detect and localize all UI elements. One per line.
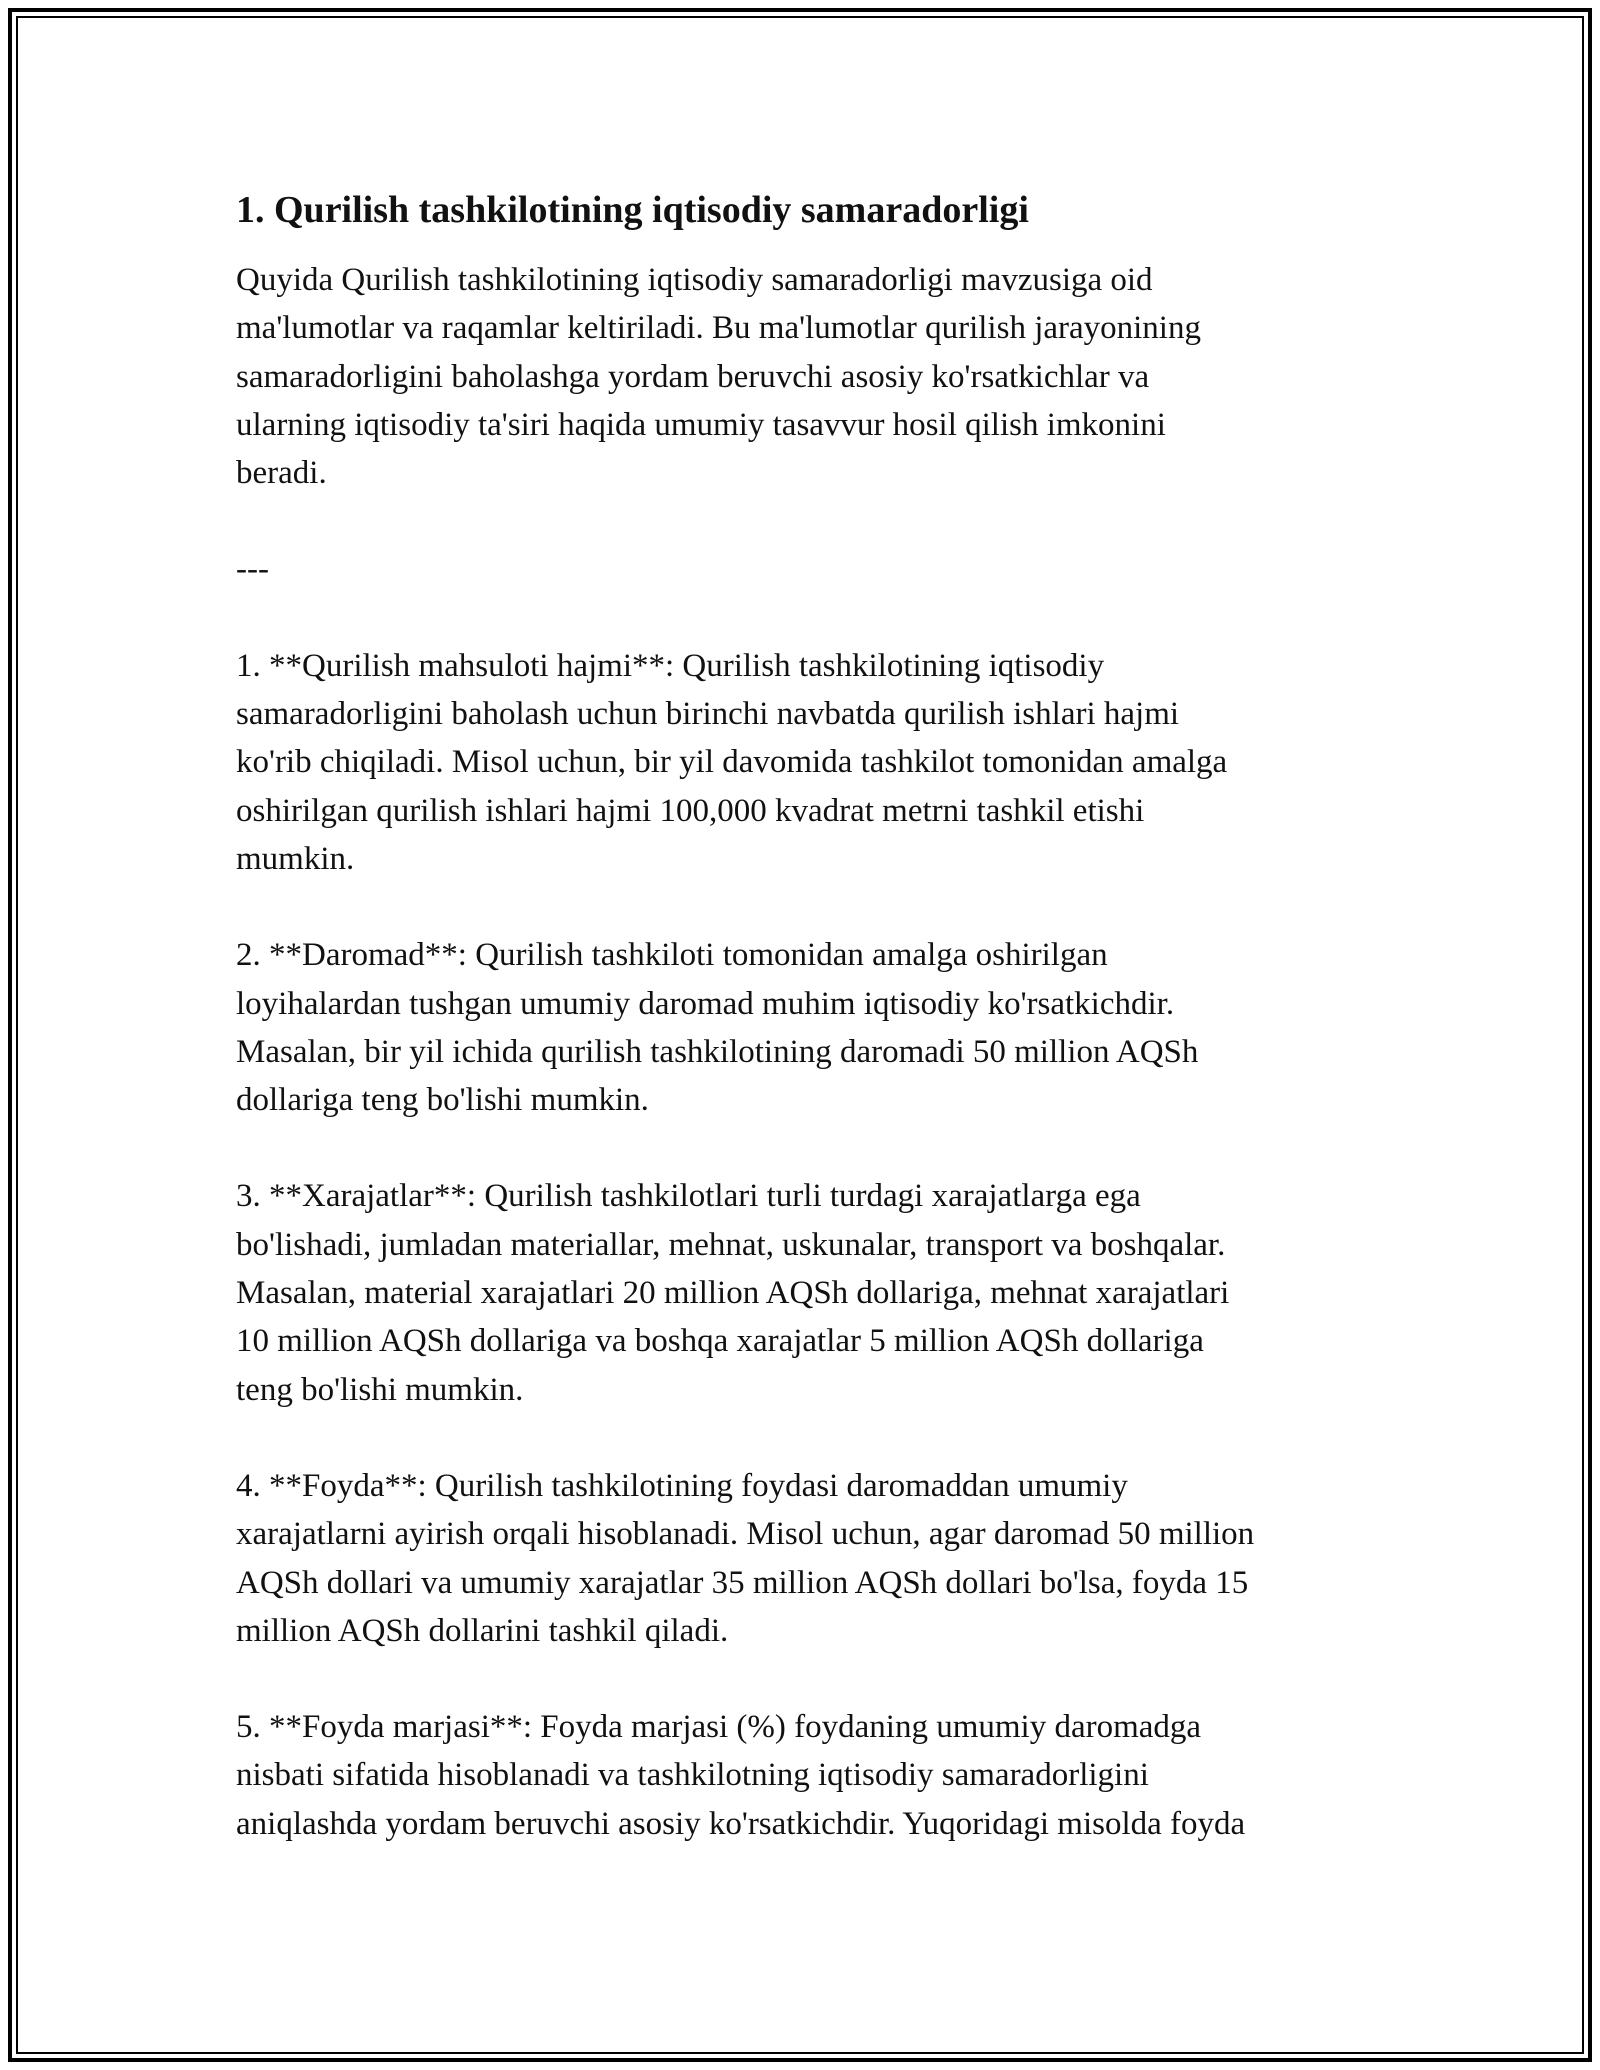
list-item-line: teng bo'lishi mumkin. [236,1371,524,1408]
intro-line: Quyida Qurilish tashkilotining iqtisodiy samaradorligi mavzusiga oid [236,262,1153,298]
list-item-4 [236,1462,1380,1655]
list-item-1 [236,642,1380,883]
list-item-line: 4. **Foyda**: Qurilish tashkilotining foydasi daromaddan umumiy [236,1467,1128,1504]
intro-line: ularning iqtisodiy ta'siri haqida umumiy tasavvur hosil qilish imkonini [236,406,1166,443]
list-item-line: million AQSh dollarini tashkil qiladi. [236,1612,729,1649]
list-item-line: 1. **Qurilish mahsuloti hajmi**: Qurilish tashkilotining iqtisodiy [236,647,1105,684]
list-item-2 [236,931,1380,1124]
list-item-line: ko'rib chiqiladi. Misol uchun, bir yil davomida tashkilot tomonidan amalga [236,744,1228,781]
list-item-line: aniqlashda yordam beruvchi asosiy ko'rsatkichdir. Yuqoridagi misolda foyda [236,1805,1246,1842]
intro-line: beradi. [236,455,327,492]
intro-paragraph [236,256,1380,497]
list-item-line: xarajatlarni ayirish orqali hisoblanadi. Misol uchun, agar daromad 50 million [236,1516,1255,1553]
list-item-line: oshirilgan qurilish ishlari hajmi 100,000 kvadrat metrni tashkil etishi [236,792,1145,829]
list-item-line: Masalan, material xarajatlari 20 million AQSh dollariga, mehnat xarajatlari [236,1275,1230,1312]
list-item-line: Masalan, bir yil ichida qurilish tashkilotining daromadi 50 million AQSh [236,1033,1199,1070]
list-item-line: 5. **Foyda marjasi**: Foyda marjasi (%) foydaning umumiy daromadga [236,1709,1202,1746]
list-item-line: mumkin. [236,840,355,877]
list-item-line: 10 million AQSh dollariga va boshqa xarajatlar 5 million AQSh dollariga [236,1323,1204,1360]
list-item-line: 3. **Xarajatlar**: Qurilish tashkilotlari turli turdagi xarajatlarga ega [236,1178,1141,1215]
list-item-line: samaradorligini baholash uchun birinchi navbatda qurilish ishlari hajmi [236,696,1180,733]
separator: --- [236,551,269,588]
intro-line: samaradorligini baholashga yordam beruvchi asosiy ko'rsatkichlar va [236,358,1150,395]
list-item-line: 2. **Daromad**: Qurilish tashkiloti tomonidan amalga oshirilgan [236,937,1108,974]
list-item-line: nisbati sifatida hisoblanadi va tashkilotning iqtisodiy samaradorligini [236,1757,1149,1794]
intro-line: ma'lumotlar va raqamlar keltiriladi. Bu ma'lumotlar qurilish jarayonining [236,310,1201,347]
list-item-line: AQSh dollari va umumiy xarajatlar 35 million AQSh dollari bo'lsa, foyda 15 [236,1564,1249,1601]
document-title: 1. Qurilish tashkilotining iqtisodiy samaradorligi [236,189,1029,231]
list-item-line: bo'lishadi, jumladan materiallar, mehnat, uskunalar, transport va boshqalar. [236,1226,1226,1263]
list-item-5 [236,1703,1380,1848]
document-body [236,186,1380,1848]
list-item-3 [236,1172,1380,1413]
list-item-line: dollariga teng bo'lishi mumkin. [236,1082,649,1119]
list-item-line: loyihalardan tushgan umumiy daromad muhim iqtisodiy ko'rsatkichdir. [236,985,1175,1022]
